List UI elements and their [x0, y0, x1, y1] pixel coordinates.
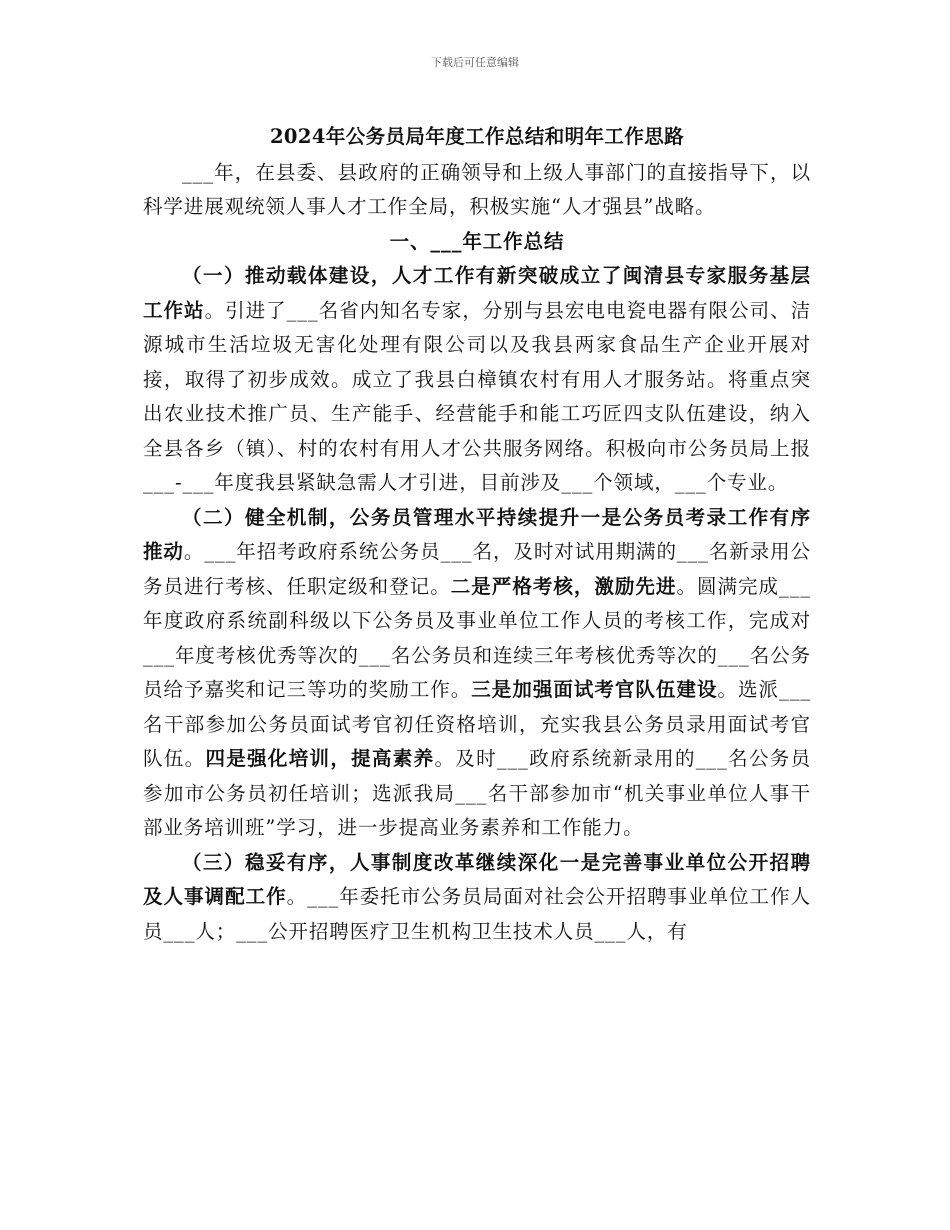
document-body — [143, 120, 811, 949]
paragraph-text: 。选派___名干部参加公务员面试考官初任资格培训，充实我县公务员录用面试考官队伍。 — [143, 678, 812, 770]
document-title: 2024年公务员局年度工作总结和明年工作思路 — [269, 125, 685, 148]
paragraph-text: 。___年委托市公务员局面对社会公开招聘事业单位工作人员___人；___公开招聘医疗卫生机构卫生技术人员___人，有 — [143, 885, 811, 943]
paragraph-text: 。及时___政府系统新录用的___名公务员参加市公务员初任培训；选派我局___名干部参加市“机关事业单位人事干部业务培训班”学习，进一步提高业务素养和工作能力。 — [143, 747, 811, 839]
paragraph-text: 。引进了___名省内知名专家，分别与县宏电电瓷电器有限公司、洁源城市生活垃圾无害化处理有限公司以及我县两家食品生产企业开展对接，取得了初步成效。成立了我县白樟镇农村有用人才服务站。将重点突出农业技术推广员、生产能手、经营能手和能工巧匠四支队伍建设，纳入全县各乡（镇）、村的农村有用人才公共服务网络。积极向市公务员局上报___-___年度我县紧缺急需人才引进，目前涉及___个领域，___个专业。 — [143, 298, 812, 494]
paragraph-lead: （一）推动载体建设，人才工作有新突破成立了闽清县专家服务基层工作站 — [143, 264, 811, 322]
intro-paragraph: ___年，在县委、县政府的正确领导和上级人事部门的直接指导下，以科学进展观统领人事人才工作全局，积极实施“人才强县”战略。 — [143, 160, 811, 218]
paragraph-point: 三是加强面试考官队伍建设 — [471, 678, 718, 701]
paragraph-civil-servant-management — [143, 501, 811, 846]
paragraph-text: 。圆满完成___年度政府系统副科级以下公务员及事业单位工作人员的考核工作，完成对___年度考核优秀等次的___名公务员和连续三年考核优秀等次的___名公务员给予嘉奖和记三等功的奖励工作。 — [143, 574, 811, 701]
paragraph-point: 四是强化培训，提高素养 — [205, 747, 435, 770]
paragraph-point: 二是严格考核，激励先进 — [450, 574, 677, 598]
paragraph-personnel-reform — [143, 846, 811, 950]
section-heading-summary: 一、___年工作总结 — [389, 229, 565, 253]
paragraph-lead: （二）健全机制，公务员管理水平持续提升一是公务员考录工作有序推动 — [143, 505, 811, 563]
page-header-note: 下载后可任意编辑 — [431, 56, 519, 69]
paragraph-text: 。___年招考政府系统公务员___名，及时对试用期满的___名新录用公务员进行考核、任职定级和登记。 — [143, 540, 811, 598]
paragraph-talent-work — [143, 259, 811, 501]
paragraph-lead: （三）稳妥有序，人事制度改革继续深化一是完善事业单位公开招聘及人事调配工作 — [143, 850, 811, 908]
